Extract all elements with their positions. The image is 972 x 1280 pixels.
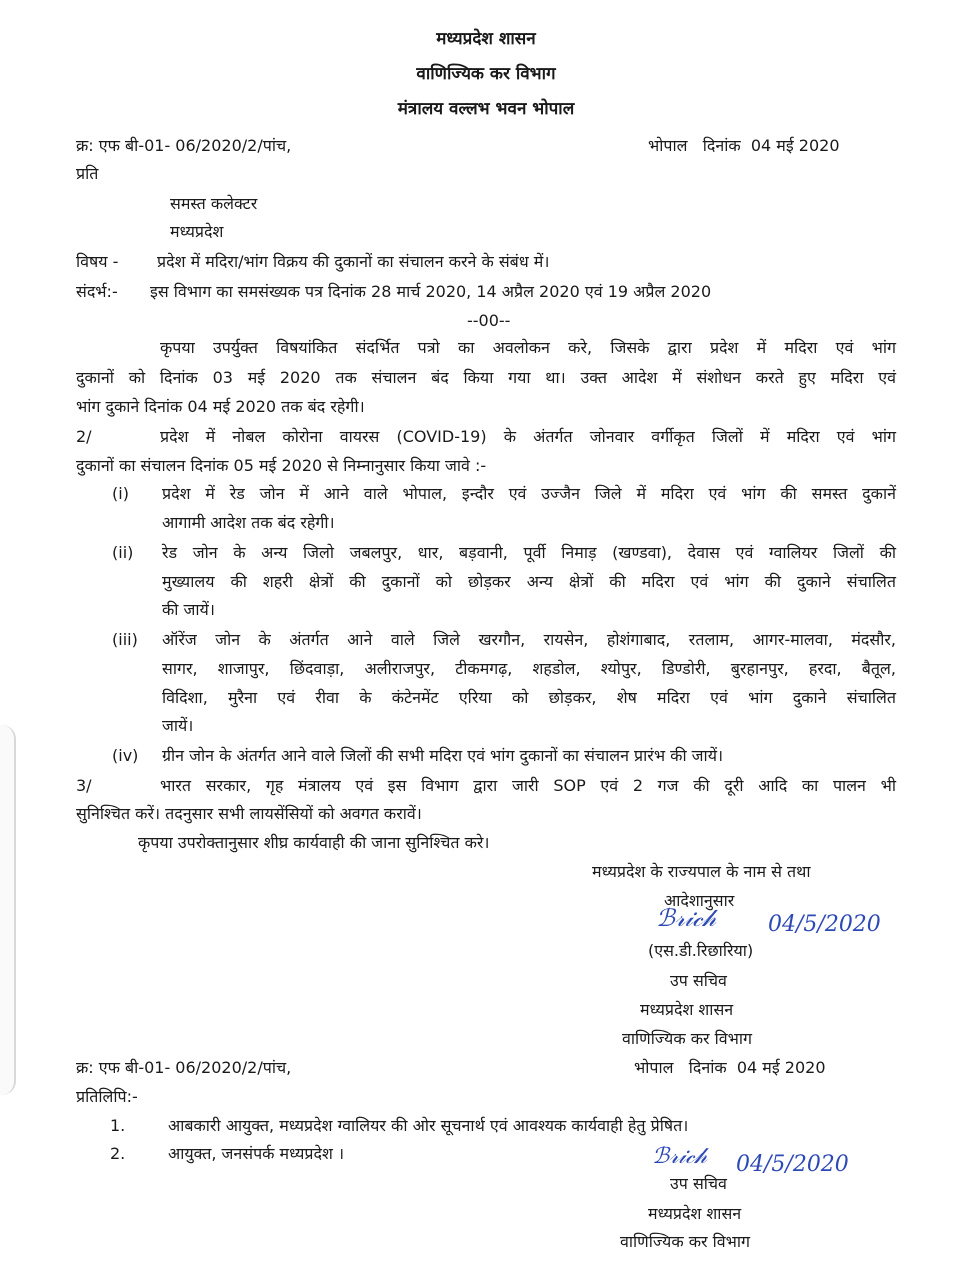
signatory-designation: उप सचिव <box>670 971 727 990</box>
copy-label: प्रतिलिपि:- <box>76 1087 138 1106</box>
para1-line: दुकानों को दिनांक 03 मई 2020 तक संचालन बंद किया गया था। उक्त आदेश में संशोधन करते हुए मदिरा एवं <box>76 368 896 387</box>
to-label: प्रति <box>76 164 99 183</box>
signature-order: आदेशानुसार <box>664 891 735 910</box>
separator: --00-- <box>467 311 511 330</box>
copy-place-date: भोपाल दिनांक 04 मई 2020 <box>634 1058 826 1077</box>
item-line: जायें। <box>162 716 194 735</box>
place-date: भोपाल दिनांक 04 मई 2020 <box>648 136 840 155</box>
handwritten-signature: ℬ𝓇𝒾𝒸𝒽 <box>656 904 717 932</box>
header-address: मंत्रालय वल्लभ भवन भोपाल <box>397 99 575 119</box>
para3-line: भारत सरकार, गृह मंत्रालय एवं इस विभाग द्वारा जारी SOP एवं 2 गज की दूरी आदि का पालन भी <box>160 776 896 795</box>
copy-handwritten-date: 04/5/2020 <box>736 1152 849 1177</box>
item-line: मुख्यालय की शहरी क्षेत्रों की दुकानों को छोड़कर अन्य क्षेत्रों की मदिरा एवं भांग की दुकाने संचालित <box>162 572 896 591</box>
copy-office: मध्यप्रदेश शासन <box>648 1204 742 1223</box>
item-line: आगामी आदेश तक बंद रहेगी। <box>162 513 335 532</box>
para1-line: कृपया उपर्युक्त विषयांकित संदर्भित पत्रो का अवलोकन करे, जिसके द्वारा प्रदेश में मदिरा एवं भांग <box>160 338 896 357</box>
copy-reference-number: क्र: एफ बी-01- 06/2020/2/पांच, <box>76 1058 292 1077</box>
header-department: वाणिज्यिक कर विभाग <box>416 64 556 84</box>
reference-text: इस विभाग का समसंख्यक पत्र दिनांक 28 मार्च 2020, 14 अप्रैल 2020 एवं 19 अप्रैल 2020 <box>150 282 712 301</box>
addressee-collector: समस्त कलेक्टर <box>170 194 258 213</box>
addressee-state: मध्यप्रदेश <box>170 222 224 241</box>
page-edge-shadow <box>0 725 16 1095</box>
para2-line: दुकानों का संचालन दिनांक 05 मई 2020 से निम्नानुसार किया जावे :- <box>76 456 487 475</box>
item-number: (iv) <box>112 746 139 765</box>
para3-number: 3/ <box>76 776 92 795</box>
copy-department: वाणिज्यिक कर विभाग <box>620 1232 751 1251</box>
copy-item-number: 1. <box>110 1116 126 1135</box>
item-number: (ii) <box>112 543 134 562</box>
item-line: की जायें। <box>162 600 215 619</box>
signatory-office: मध्यप्रदेश शासन <box>640 1000 734 1019</box>
subject-label: विषय - <box>76 252 119 271</box>
subject-text: प्रदेश में मदिरा/भांग विक्रय की दुकानों का संचालन करने के संबंध में। <box>157 252 550 271</box>
para2-line: प्रदेश में नोबल कोरोना वायरस (COVID-19) के अंतर्गत जोनवार वर्गीकृत जिलों में मदिरा एवं भांग <box>160 427 896 446</box>
copy-item-number: 2. <box>110 1144 126 1163</box>
signatory-department: वाणिज्यिक कर विभाग <box>622 1029 753 1048</box>
para3-line: सुनिश्चित करें। तदनुसार सभी लायसेंसियों को अवगत करावें। <box>76 804 422 823</box>
para2-number: 2/ <box>76 427 92 446</box>
reference-number: क्र: एफ बी-01- 06/2020/2/पांच, <box>76 136 292 155</box>
signatory-name: (एस.डी.रिछारिया) <box>648 941 754 960</box>
item-line: ऑरेंज जोन के अंतर्गत आने वाले जिले खरगौन, रायसेन, होशंगाबाद, रतलाम, आगर-मालवा, मंदसौर, <box>162 630 896 649</box>
item-line: ग्रीन जोन के अंतर्गत आने वाले जिलों की सभी मदिरा एवं भांग दुकानों का संचालन प्रारंभ की जायें। <box>162 746 724 765</box>
header-government: मध्यप्रदेश शासन <box>436 29 536 49</box>
signature-authority: मध्यप्रदेश के राज्यपाल के नाम से तथा <box>592 862 811 881</box>
item-number: (i) <box>112 484 129 503</box>
reference-label: संदर्भ:- <box>76 282 118 301</box>
copy-item-text: आबकारी आयुक्त, मध्यप्रदेश ग्वालियर की ओर सूचनार्थ एवं आवश्यक कार्यवाही हेतु प्रेषित। <box>168 1116 689 1135</box>
copy-designation: उप सचिव <box>670 1174 727 1193</box>
item-line: सागर, शाजापुर, छिंदवाड़ा, अलीराजपुर, टीकमगढ़, शहडोल, श्योपुर, डिण्डोरी, बुरहानपुर, हरदा, बैतूल, <box>162 659 896 678</box>
item-number: (iii) <box>112 630 138 649</box>
closing-line: कृपया उपरोक्तानुसार शीघ्र कार्यवाही की जाना सुनिश्चित करे। <box>138 833 490 852</box>
handwritten-date: 04/5/2020 <box>768 912 881 937</box>
copy-handwritten-signature: ℬ𝓇𝒾𝒸𝒽 <box>652 1144 708 1169</box>
para1-line: भांग दुकाने दिनांक 04 मई 2020 तक बंद रहेगी। <box>76 397 365 416</box>
item-line: प्रदेश में रेड जोन में आने वाले भोपाल, इन्दौर एवं उज्जैन जिले में मदिरा एवं भांग की समस्त दुकानें <box>162 484 896 503</box>
copy-item-text: आयुक्त, जनसंपर्क मध्यप्रदेश । <box>168 1144 345 1163</box>
item-line: रेड जोन के अन्य जिलो जबलपुर, धार, बड़वानी, पूर्वी निमाड़ (खण्डवा), देवास एवं ग्वालियर जिलों की <box>162 543 896 562</box>
item-line: विदिशा, मुरैना एवं रीवा के कंटेनमेंट एरिया को छोड़कर, शेष मदिरा एवं भांग दुकाने संचालित <box>162 688 896 707</box>
